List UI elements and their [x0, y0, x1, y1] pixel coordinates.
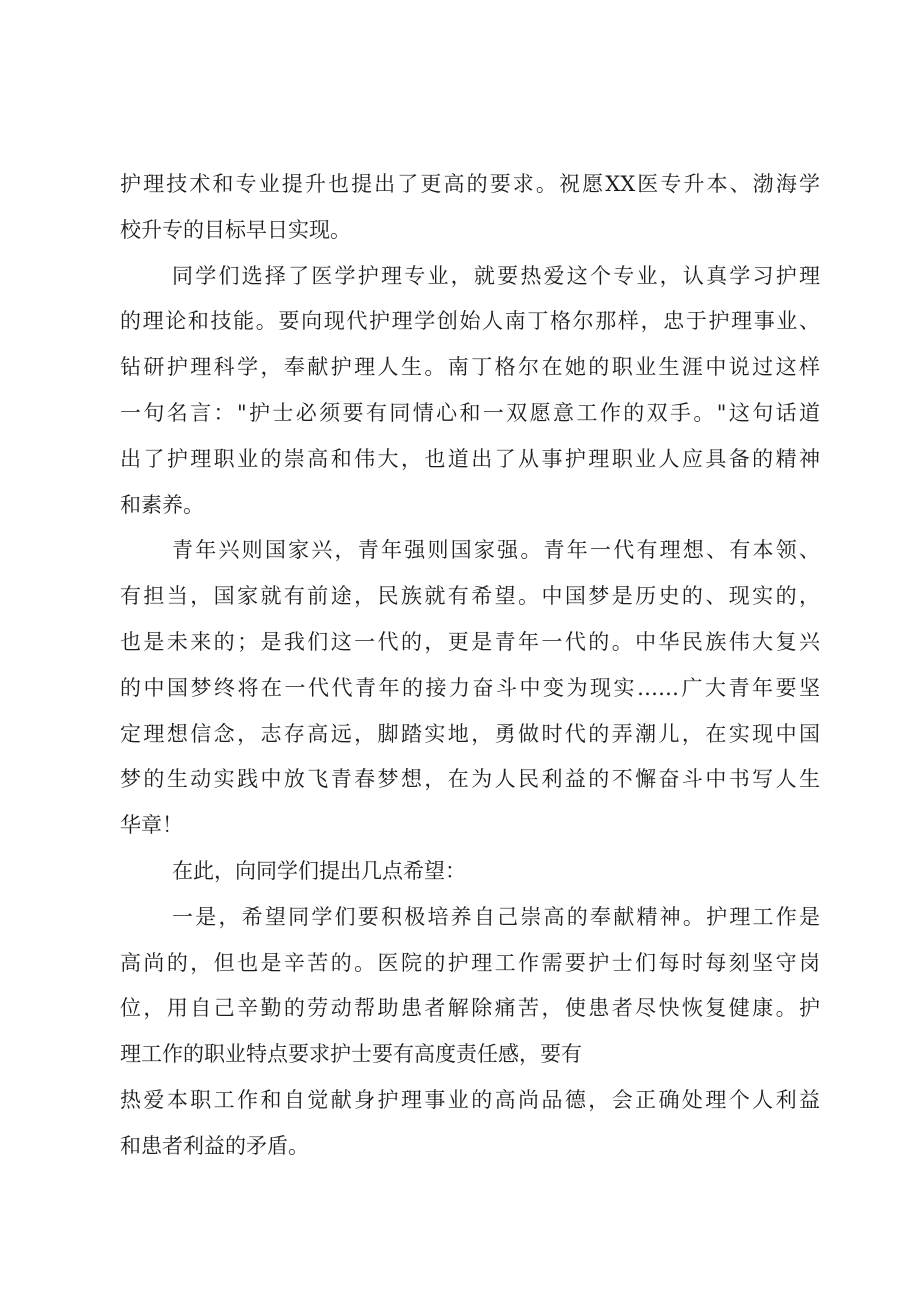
text-line: 和患者利益的矛盾。 [120, 1133, 309, 1158]
text-line: 校升专的目标早日实现。 [120, 217, 351, 242]
text-line: 的理论和技能。要向现代护理学创始人南丁格尔那样，忠于护理事业、 [120, 309, 820, 334]
text-line: 热爱本职工作和自觉献身护理事业的高尚品德，会正确处理个人利益 [120, 1087, 820, 1112]
text-line: 理工作的职业特点要求护士要有高度责任感，要有 [120, 1042, 582, 1067]
text-line: 一是，希望同学们要积极培养自己崇高的奉献精神。护理工作是 [172, 904, 820, 929]
text-line: 在此，向同学们提出几点希望： [172, 858, 466, 883]
text-line: 有担当，国家就有前途，民族就有希望。中国梦是历史的、现实的， [120, 584, 820, 609]
document-body [120, 162, 820, 1170]
text-line: 护理技术和专业提升也提出了更高的要求。祝愿XX医专升本、渤海学 [120, 172, 820, 196]
text-line: 也是未来的；是我们这一代的，更是青年一代的。中华民族伟大复兴 [120, 629, 820, 654]
text-line: 青年兴则国家兴，青年强则国家强。青年一代有理想、有本领、 [172, 538, 820, 563]
text-line: 位，用自己辛勤的劳动帮助患者解除痛苦，使患者尽快恢复健康。护 [120, 996, 820, 1021]
text-line: 高尚的，但也是辛苦的。医院的护理工作需要护士们每时每刻坚守岗 [120, 950, 820, 975]
text-line: 同学们选择了医学护理专业，就要热爱这个专业，认真学习护理 [172, 263, 820, 288]
text-line: 定理想信念，志存高远，脚踏实地，勇做时代的弄潮儿，在实现中国 [120, 721, 820, 746]
text-line: 出了护理职业的崇高和伟大，也道出了从事护理职业人应具备的精神 [120, 446, 820, 471]
text-line: 钻研护理科学，奉献护理人生。南丁格尔在她的职业生涯中说过这样 [120, 355, 820, 380]
text-line: 的中国梦终将在一代代青年的接力奋斗中变为现实……广大青年要坚 [120, 675, 820, 700]
text-line: 和素养。 [120, 492, 204, 517]
text-line: 一句名言："护士必须要有同情心和一双愿意工作的双手。"这句话道 [120, 400, 820, 425]
text-line: 华章！ [120, 813, 183, 838]
text-line: 梦的生动实践中放飞青春梦想，在为人民利益的不懈奋斗中书写人生 [120, 767, 820, 792]
